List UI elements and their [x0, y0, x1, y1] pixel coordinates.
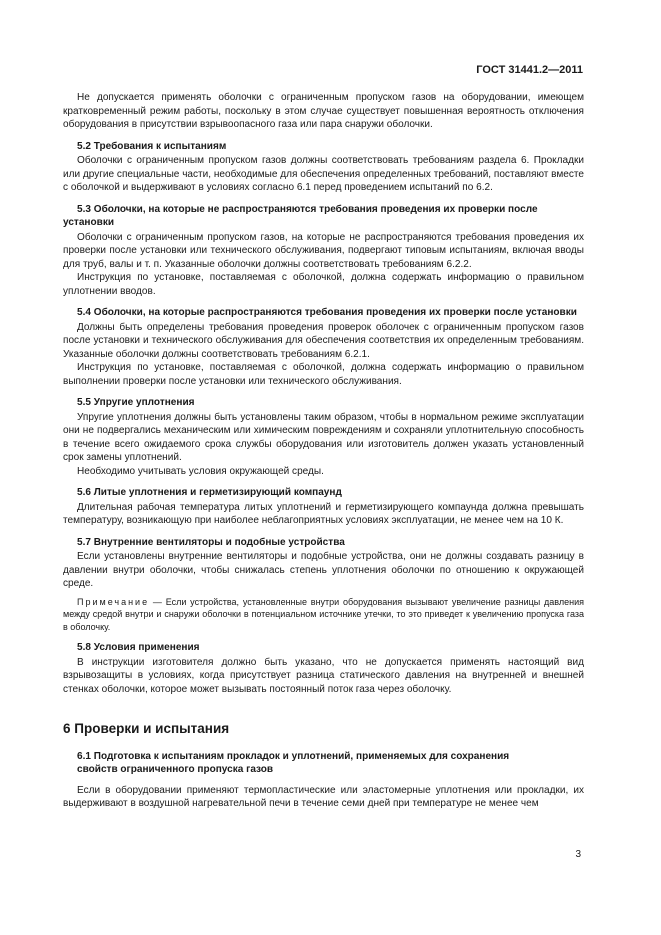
section-5-7-heading: 5.7 Внутренние вентиляторы и подобные устройства — [77, 536, 345, 548]
section-5-5-paragraph-1: Упругие уплотнения должны быть установлены таким образом, чтобы в нормальном режиме эксплуатации они не подвергались механическим или химическим повреждениям и сохраняли уплотнительную способность в течение всего ожидаемого срока службы оборудования или изготовитель должен указать установленный срок замены уплотнений. — [63, 411, 584, 463]
section-6-heading: 6 Проверки и испытания — [63, 721, 230, 737]
section-6-1-heading-line-2: свойств ограниченного пропуска газов — [77, 764, 274, 776]
section-5-2-paragraph: Оболочки с ограниченным пропуском газов должны соответствовать требованиям раздела 6. Прокладки или другие специальные части, необходимые для обеспечения определенных требований, поставляют вместе с оболочкой и выдерживают в условиях согласно 6.1 перед проведением испытаний по 6.2. — [63, 155, 584, 193]
section-5-3-heading: 5.3 Оболочки, на которые не распространяются требования проведения их проверки после установки — [63, 203, 538, 228]
page-body — [63, 91, 584, 811]
section-6-1-paragraph: Если в оборудовании применяют термопластические или эластомерные уплотнения или прокладки, их выдерживают в воздушной нагревательной печи в течение семи дней при температуре не менее чем — [63, 784, 584, 810]
section-5-5-paragraph-2: Необходимо учитывать условия окружающей среды. — [77, 465, 324, 477]
note — [63, 596, 584, 634]
section-5-5-heading: 5.5 Упругие уплотнения — [77, 397, 195, 408]
section-5-6-heading: 5.6 Литые уплотнения и герметизирующий компаунд — [77, 487, 342, 498]
section-5-6-paragraph: Длительная рабочая температура литых уплотнений и герметизирующего компаунда должна превышать температуру, возникающую при наиболее неблагоприятных условиях эксплуатации, не менее чем на 10 К. — [63, 501, 584, 526]
section-5-3-paragraph-1: Оболочки с ограниченным пропуском газов, на которые не распространяются требования проведения их проверки после установки или технического обслуживания, подвергают типовым испытаниям, включая вводы для труб, валы и т. п. Указанные оболочки должны соответствовать требованиям 6.2.2. — [63, 231, 584, 270]
document-code: ГОСТ 31441.2—2011 — [476, 64, 583, 76]
section-5-2-heading: 5.2 Требования к испытаниям — [77, 140, 227, 152]
section-5-4-paragraph-2: Инструкция по установке, поставляемая с оболочкой, должна содержать информацию о правильном выполнении проверки после установки или технического обслуживания. — [63, 362, 584, 387]
section-5-8-heading: 5.8 Условия применения — [77, 642, 200, 654]
page-number: 3 — [575, 849, 581, 860]
note-text: — Если устройства, установленные внутри оборудования вызывают увеличение разницы давления между средой внутри и снаружи оболочки в потенциальном источнике утечки, то это приведет к увеличению пропуска газа в оболочку. — [63, 596, 584, 632]
section-6-1-heading-line-1: 6.1 Подготовка к испытаниям прокладок и уплотнений, применяемых для сохранения — [77, 750, 510, 762]
section-5-4-paragraph-1: Должны быть определены требования проведения проверок оболочек с ограниченным пропуском газов после установки и технического обслуживания для обеспечения соответствия их определенным требованиям. Указанные оболочки должны соответствовать требованиям 6.2.1. — [63, 321, 584, 360]
section-5-7-paragraph: Если установлены внутренние вентиляторы и подобные устройства, они не должны создавать разницу в давлении внутри оболочки, чтобы снижалась степень уплотнения оболочки по отношению к окружающей среде. — [63, 551, 584, 589]
section-5-8-paragraph: В инструкции изготовителя должно быть указано, что не допускается применять настоящий вид взрывозащиты в условиях, когда присутствует разница статического давления на внутренней и внешней стенках оболочки, которое может вызывать постоянный поток газа через оболочку. — [63, 656, 584, 695]
section-5-3-paragraph-2: Инструкция по установке, поставляемая с оболочкой, должна содержать информацию о правильном уплотнении вводов. — [63, 272, 584, 297]
section-6-1-heading — [77, 750, 584, 777]
section-5-4-heading: 5.4 Оболочки, на которые распространяются требования проведения их проверки после установки — [77, 307, 577, 318]
note-label: Примечание — [77, 596, 150, 607]
intro-paragraph: Не допускается применять оболочки с ограниченным пропуском газов на оборудовании, имеющем кратковременный режим работы, поскольку в этом случае существует повышенная вероятность отключения оборудования в присутствии взрывоопасного газа или пара снаружи оболочки. — [63, 92, 584, 130]
